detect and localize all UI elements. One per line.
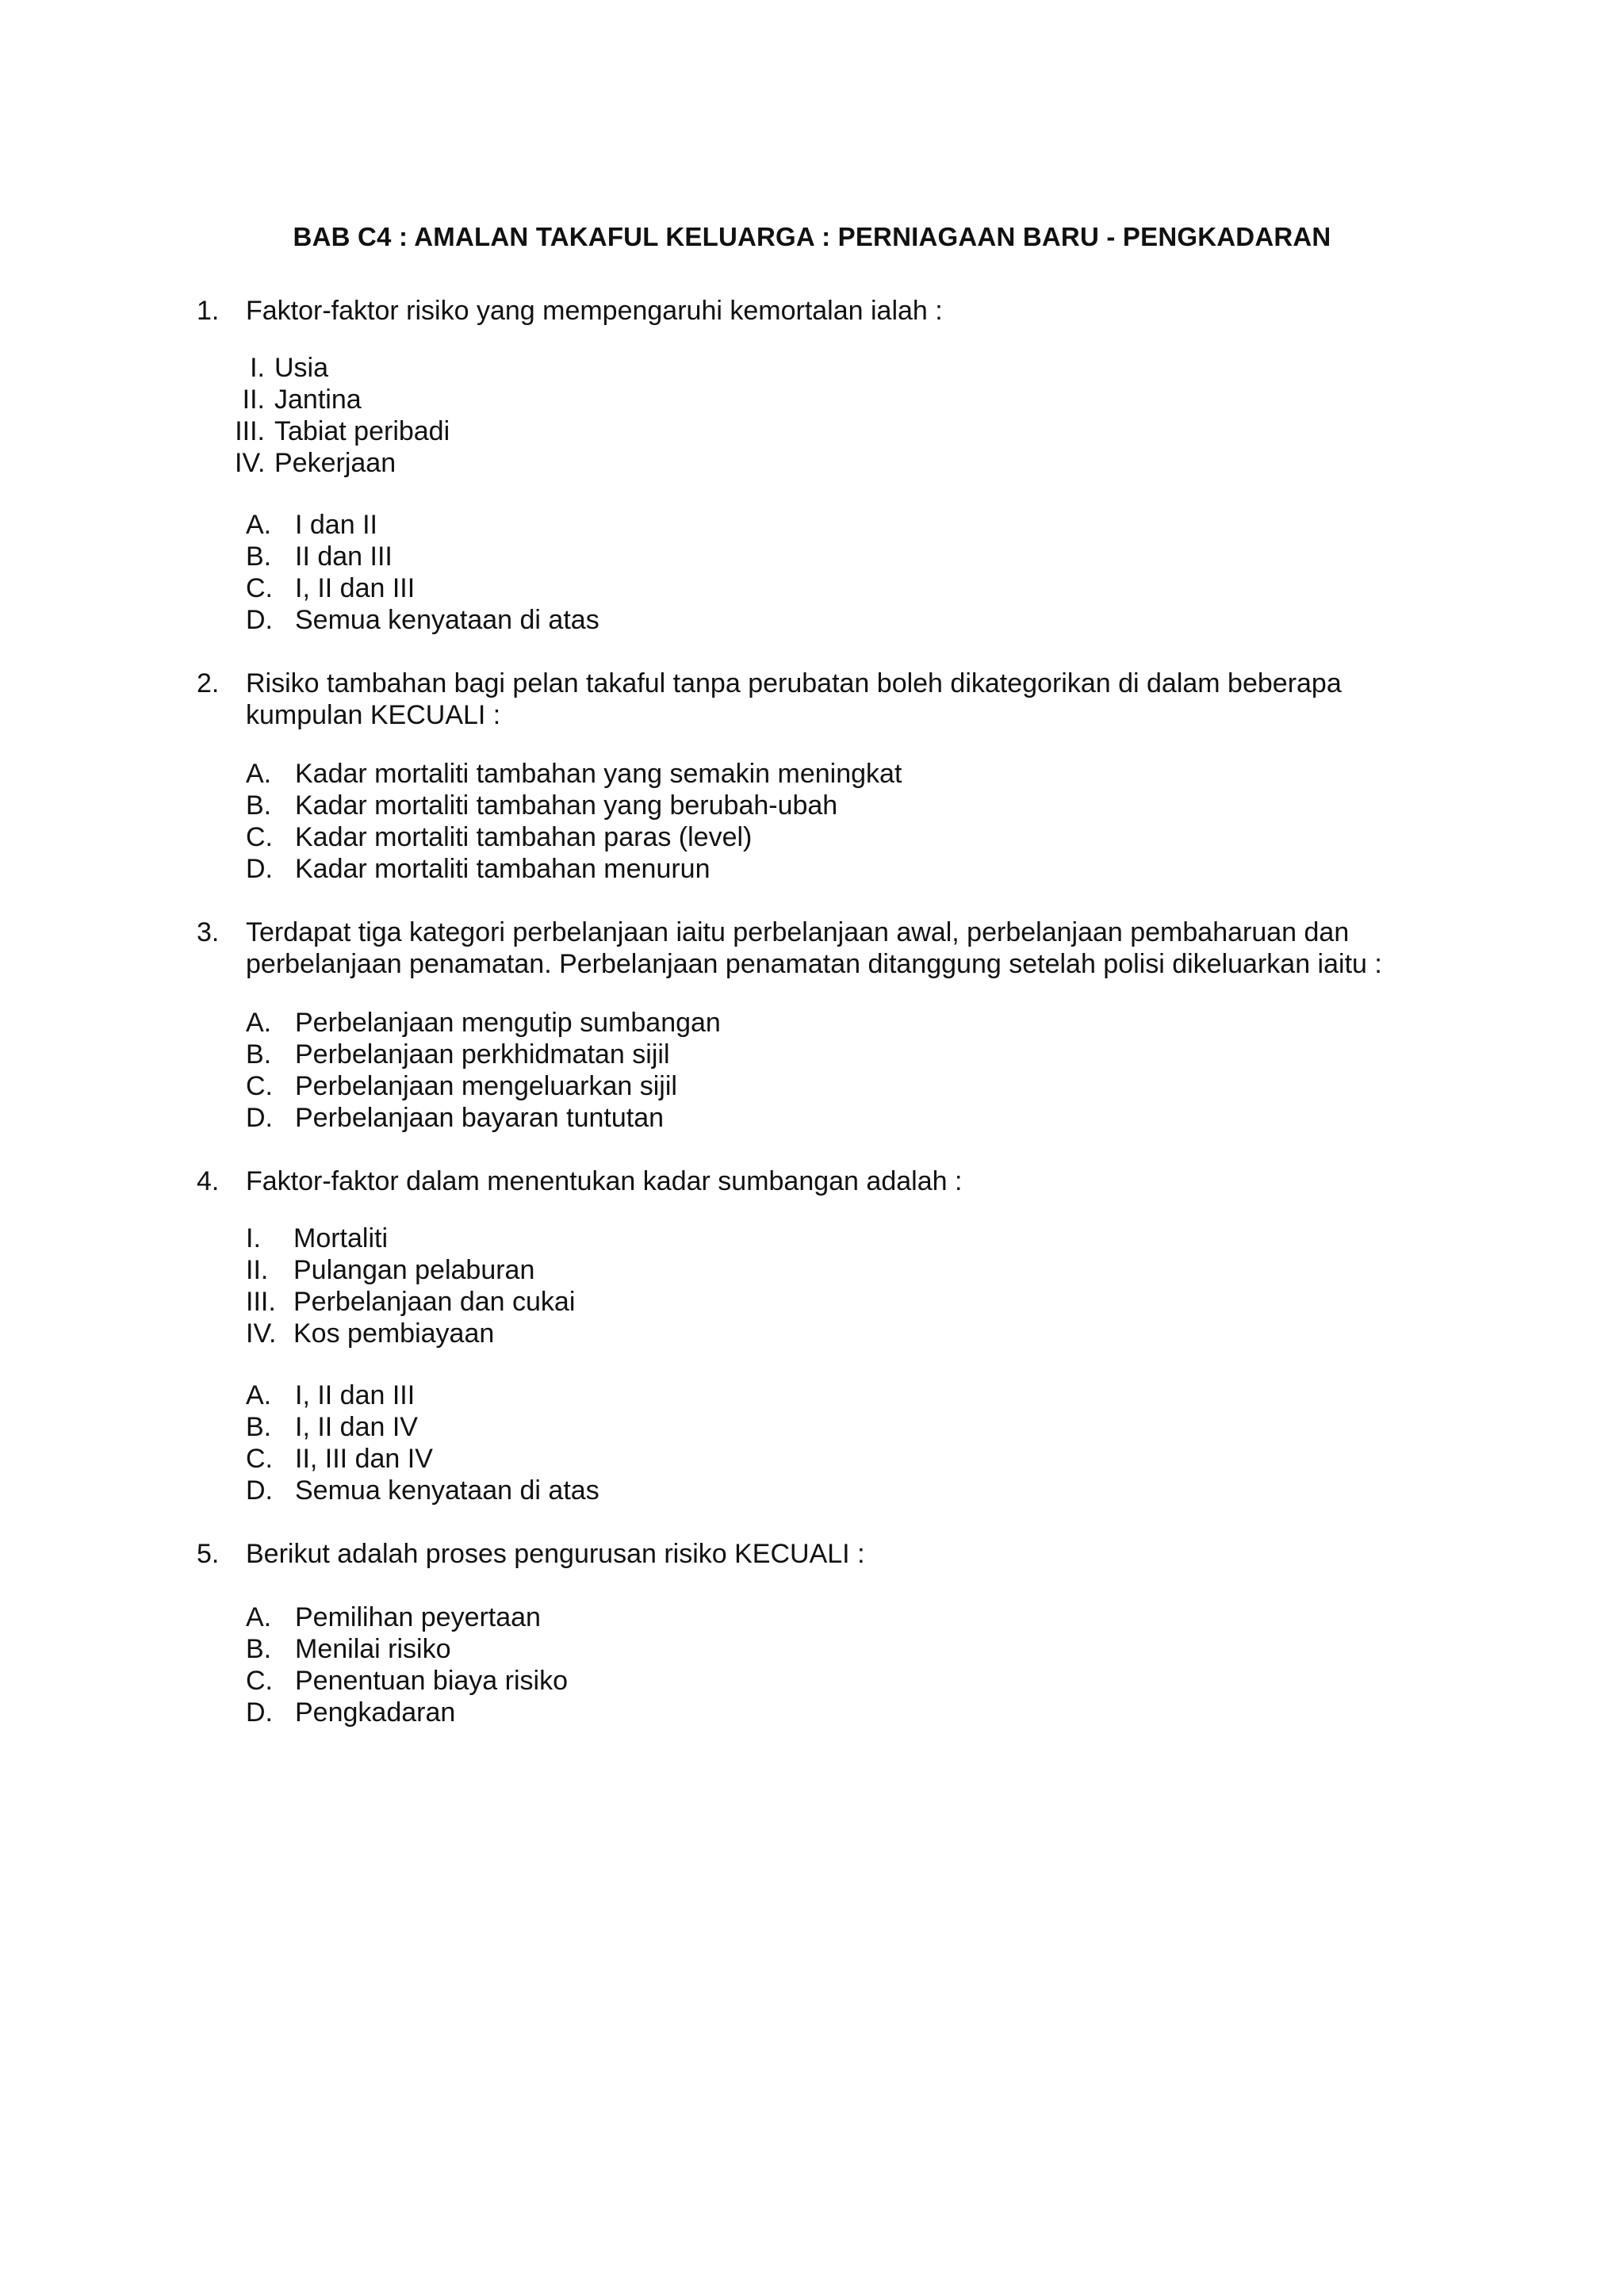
statement-text: Tabiat peribadi [274, 416, 450, 446]
option-text: Kadar mortaliti tambahan yang semakin meningkat [295, 759, 902, 789]
option-text: I, II dan IV [295, 1412, 418, 1442]
option-item [246, 541, 599, 572]
question-2 [197, 668, 1434, 731]
question-text-line: perbelanjaan penamatan. Perbelanjaan penamatan ditanggung setelah polisi dikeluarkan iaitu : [246, 949, 1382, 979]
option-item [246, 1380, 599, 1411]
statement-numeral: III. [246, 1287, 276, 1317]
question-text [246, 916, 1434, 980]
option-item [246, 1007, 721, 1039]
option-item [246, 1665, 568, 1697]
option-text: Perbelanjaan mengutip sumbangan [295, 1008, 721, 1038]
option-item [246, 1697, 568, 1728]
question-5 [197, 1538, 1434, 1570]
option-item [246, 572, 599, 604]
option-text: Pengkadaran [295, 1697, 456, 1728]
option-letter: A. [246, 510, 272, 540]
options-list [246, 1601, 568, 1728]
option-item [246, 1411, 599, 1443]
statement-list [235, 352, 450, 479]
option-text: I, II dan III [295, 1380, 416, 1410]
option-letter: A. [246, 1380, 272, 1410]
question-text-line: Terdapat tiga kategori perbelanjaan iaitu perbelanjaan awal, perbelanjaan pembaharuan dan [246, 917, 1350, 947]
option-text: Penentuan biaya risiko [295, 1666, 569, 1696]
question-1 [197, 295, 1434, 327]
option-text: Kadar mortaliti tambahan yang berubah-ubah [295, 790, 838, 821]
option-item [246, 1443, 599, 1475]
option-letter: C. [246, 1666, 273, 1696]
option-item [246, 790, 902, 821]
option-text: Menilai risiko [295, 1634, 451, 1664]
option-text: Semua kenyataan di atas [295, 1475, 599, 1506]
option-letter: D. [246, 1697, 273, 1728]
option-letter: D. [246, 1103, 273, 1133]
statement-text: Pekerjaan [274, 448, 396, 478]
option-text: I, II dan III [295, 573, 416, 603]
options-list [246, 1380, 599, 1506]
statement-numeral: II. [242, 385, 265, 415]
option-item [246, 509, 599, 541]
option-item [246, 853, 902, 885]
option-item [246, 1039, 721, 1070]
option-item [246, 604, 599, 636]
page-title: BAB C4 : AMALAN TAKAFUL KELUARGA : PERNIAGAAN BARU - PENGKADARAN [293, 222, 1331, 251]
statement-item [235, 384, 450, 415]
option-letter: B. [246, 541, 272, 572]
statement-list [246, 1223, 575, 1349]
question-number: 1. [197, 296, 220, 326]
option-letter: A. [246, 759, 272, 789]
statement-numeral: IV. [246, 1318, 277, 1349]
option-item [246, 1601, 568, 1633]
question-number: 5. [197, 1539, 220, 1569]
option-letter: D. [246, 605, 273, 635]
option-letter: C. [246, 822, 273, 852]
options-list [246, 509, 599, 636]
statement-item [235, 352, 450, 384]
option-letter: C. [246, 1071, 273, 1101]
question-4 [197, 1165, 1434, 1197]
option-text: Kadar mortaliti tambahan menurun [295, 854, 710, 884]
option-item [246, 1070, 721, 1102]
statement-item [235, 447, 450, 479]
options-list [246, 758, 902, 885]
question-number: 4. [197, 1166, 220, 1196]
option-text: Perbelanjaan bayaran tuntutan [295, 1103, 665, 1133]
statement-numeral: II. [246, 1255, 269, 1285]
option-text: Kadar mortaliti tambahan paras (level) [295, 822, 753, 852]
option-item [246, 758, 902, 790]
option-item [246, 1475, 599, 1506]
option-text: II, III dan IV [295, 1444, 433, 1474]
statement-item [246, 1286, 575, 1318]
question-text-line: Risiko tambahan bagi pelan takaful tanpa perubatan boleh dikategorikan di dalam beberapa [246, 668, 1342, 698]
statement-text: Jantina [274, 385, 362, 415]
option-item [246, 1633, 568, 1665]
statement-text: Pulangan pelaburan [293, 1255, 535, 1285]
options-list [246, 1007, 721, 1134]
statement-item [235, 415, 450, 447]
statement-numeral: I. [250, 353, 265, 383]
option-letter: D. [246, 1475, 273, 1506]
option-text: Pemilihan peyertaan [295, 1602, 541, 1632]
option-letter: A. [246, 1008, 272, 1038]
statement-item [246, 1318, 575, 1349]
question-text-line: kumpulan KECUALI : [246, 700, 501, 730]
question-number: 2. [197, 668, 220, 698]
question-text: Faktor-faktor risiko yang mempengaruhi kemortalan ialah : [246, 296, 943, 326]
statement-numeral: III. [235, 416, 265, 446]
question-number: 3. [197, 917, 220, 947]
option-letter: D. [246, 854, 273, 884]
question-text [246, 668, 1434, 731]
option-letter: B. [246, 1412, 272, 1442]
option-letter: B. [246, 790, 272, 821]
question-text: Faktor-faktor dalam menentukan kadar sumbangan adalah : [246, 1166, 963, 1196]
option-letter: B. [246, 1039, 272, 1070]
question-text: Berikut adalah proses pengurusan risiko KECUALI : [246, 1539, 865, 1569]
option-text: Perbelanjaan mengeluarkan sijil [295, 1071, 677, 1101]
option-letter: C. [246, 573, 273, 603]
option-letter: B. [246, 1634, 272, 1664]
statement-text: Perbelanjaan dan cukai [293, 1287, 576, 1317]
statement-numeral: IV. [235, 448, 266, 478]
option-text: II dan III [295, 541, 393, 572]
statement-item [246, 1223, 575, 1254]
option-letter: A. [246, 1602, 272, 1632]
option-letter: C. [246, 1444, 273, 1474]
option-item [246, 821, 902, 853]
statement-numeral: I. [246, 1223, 261, 1253]
statement-text: Mortaliti [293, 1223, 389, 1253]
statement-text: Kos pembiayaan [293, 1318, 495, 1349]
statement-item [246, 1254, 575, 1286]
option-text: Perbelanjaan perkhidmatan sijil [295, 1039, 670, 1070]
option-item [246, 1102, 721, 1134]
question-3 [197, 916, 1434, 980]
statement-text: Usia [274, 353, 329, 383]
option-text: I dan II [295, 510, 377, 540]
option-text: Semua kenyataan di atas [295, 605, 599, 635]
